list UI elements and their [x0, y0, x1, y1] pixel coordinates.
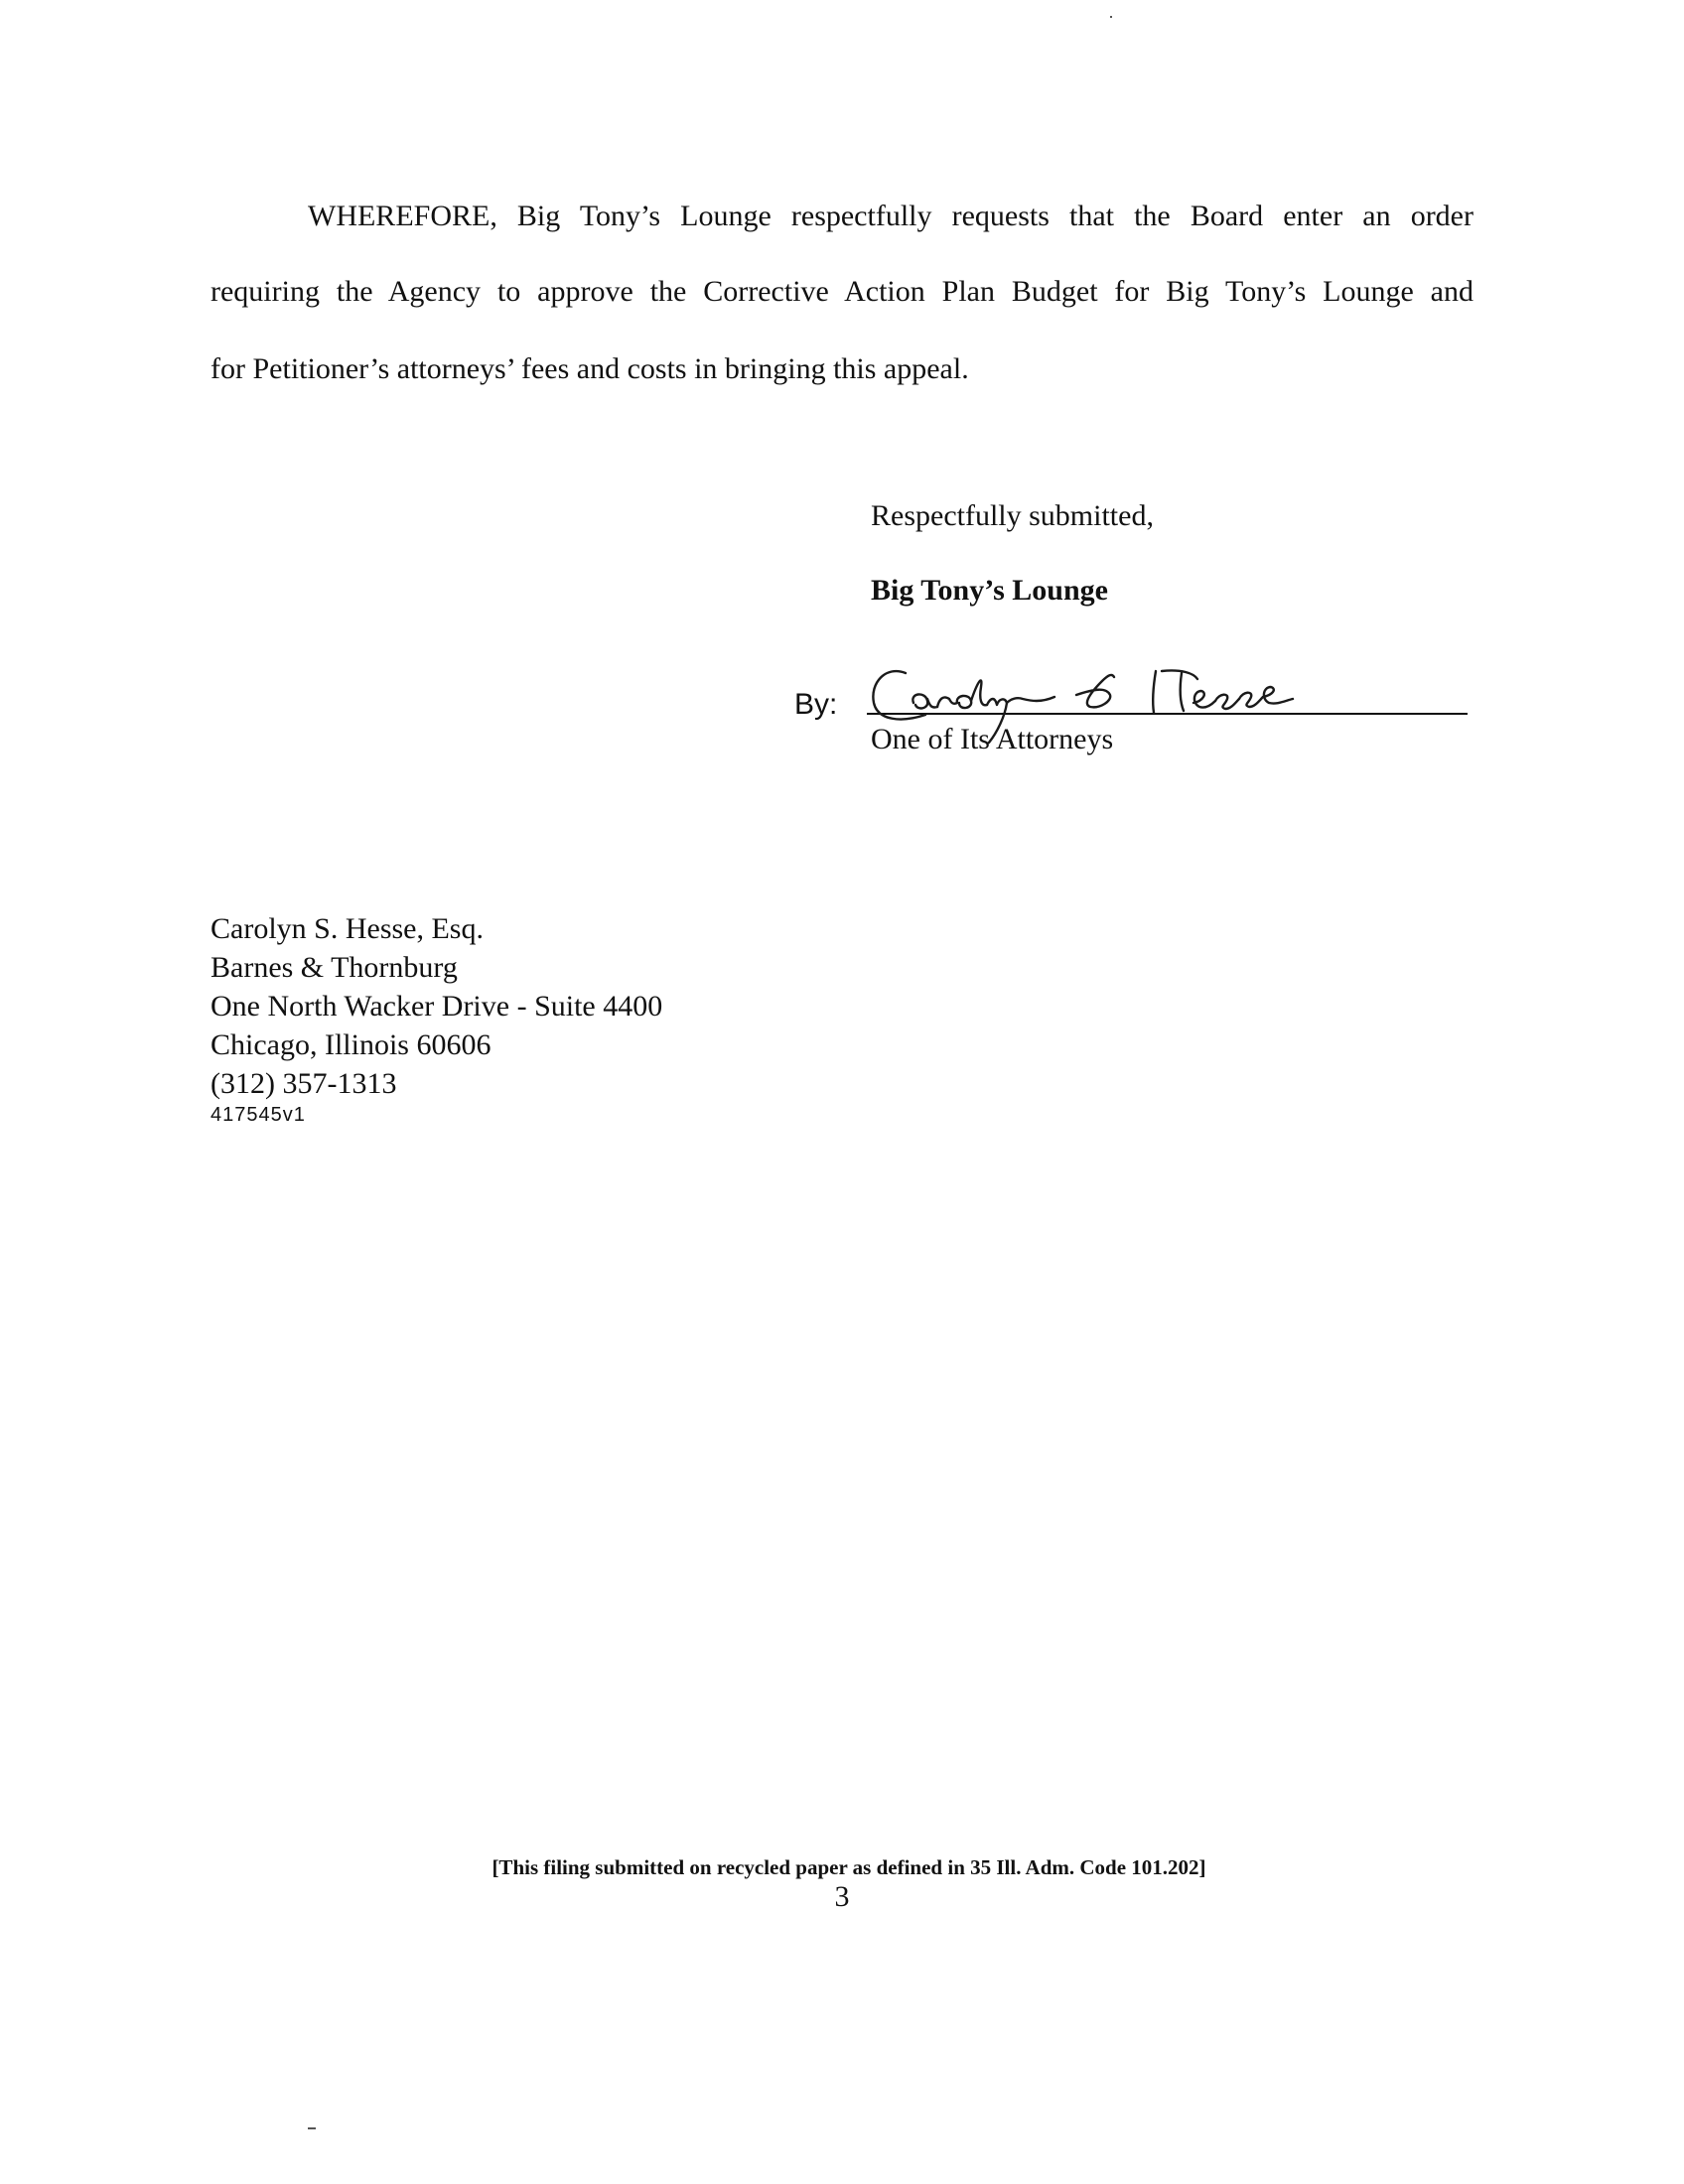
attorney-firm: Barnes & Thornburg: [210, 951, 458, 984]
recycled-paper-note-text: [This filing submitted on recycled paper as defined in 35 Ill. Adm. Code 101.202]: [491, 1855, 1206, 1879]
attorney-street: One North Wacker Drive - Suite 4400: [210, 990, 663, 1023]
closing-salutation: Respectfully submitted,: [871, 499, 1154, 532]
recycled-paper-note: [0, 1854, 1684, 1880]
page-number: 3: [834, 1880, 850, 1913]
signature-caption: One of Its Attorneys: [871, 723, 1114, 755]
document-id: 417545v1: [210, 1104, 306, 1126]
attorney-city: Chicago, Illinois 60606: [210, 1028, 491, 1061]
wherefore-line-2: requiring the Agency to approve the Corrective Action Plan Budget for Big Tony’s Lounge and: [210, 275, 1474, 308]
scan-speck: [308, 2127, 316, 2129]
wherefore-line-1: WHEREFORE, Big Tony’s Lounge respectfully requests that the Board enter an order: [308, 200, 1474, 232]
attorney-name: Carolyn S. Hesse, Esq.: [210, 912, 484, 945]
attorney-phone: (312) 357-1313: [210, 1067, 397, 1100]
attorney-address-block: [210, 909, 662, 1103]
wherefore-line-3: for Petitioner’s attorneys’ fees and costs in bringing this appeal.: [210, 352, 969, 385]
by-label: By:: [794, 688, 838, 721]
client-name: Big Tony’s Lounge: [871, 574, 1108, 607]
scan-speck: [1110, 16, 1112, 18]
